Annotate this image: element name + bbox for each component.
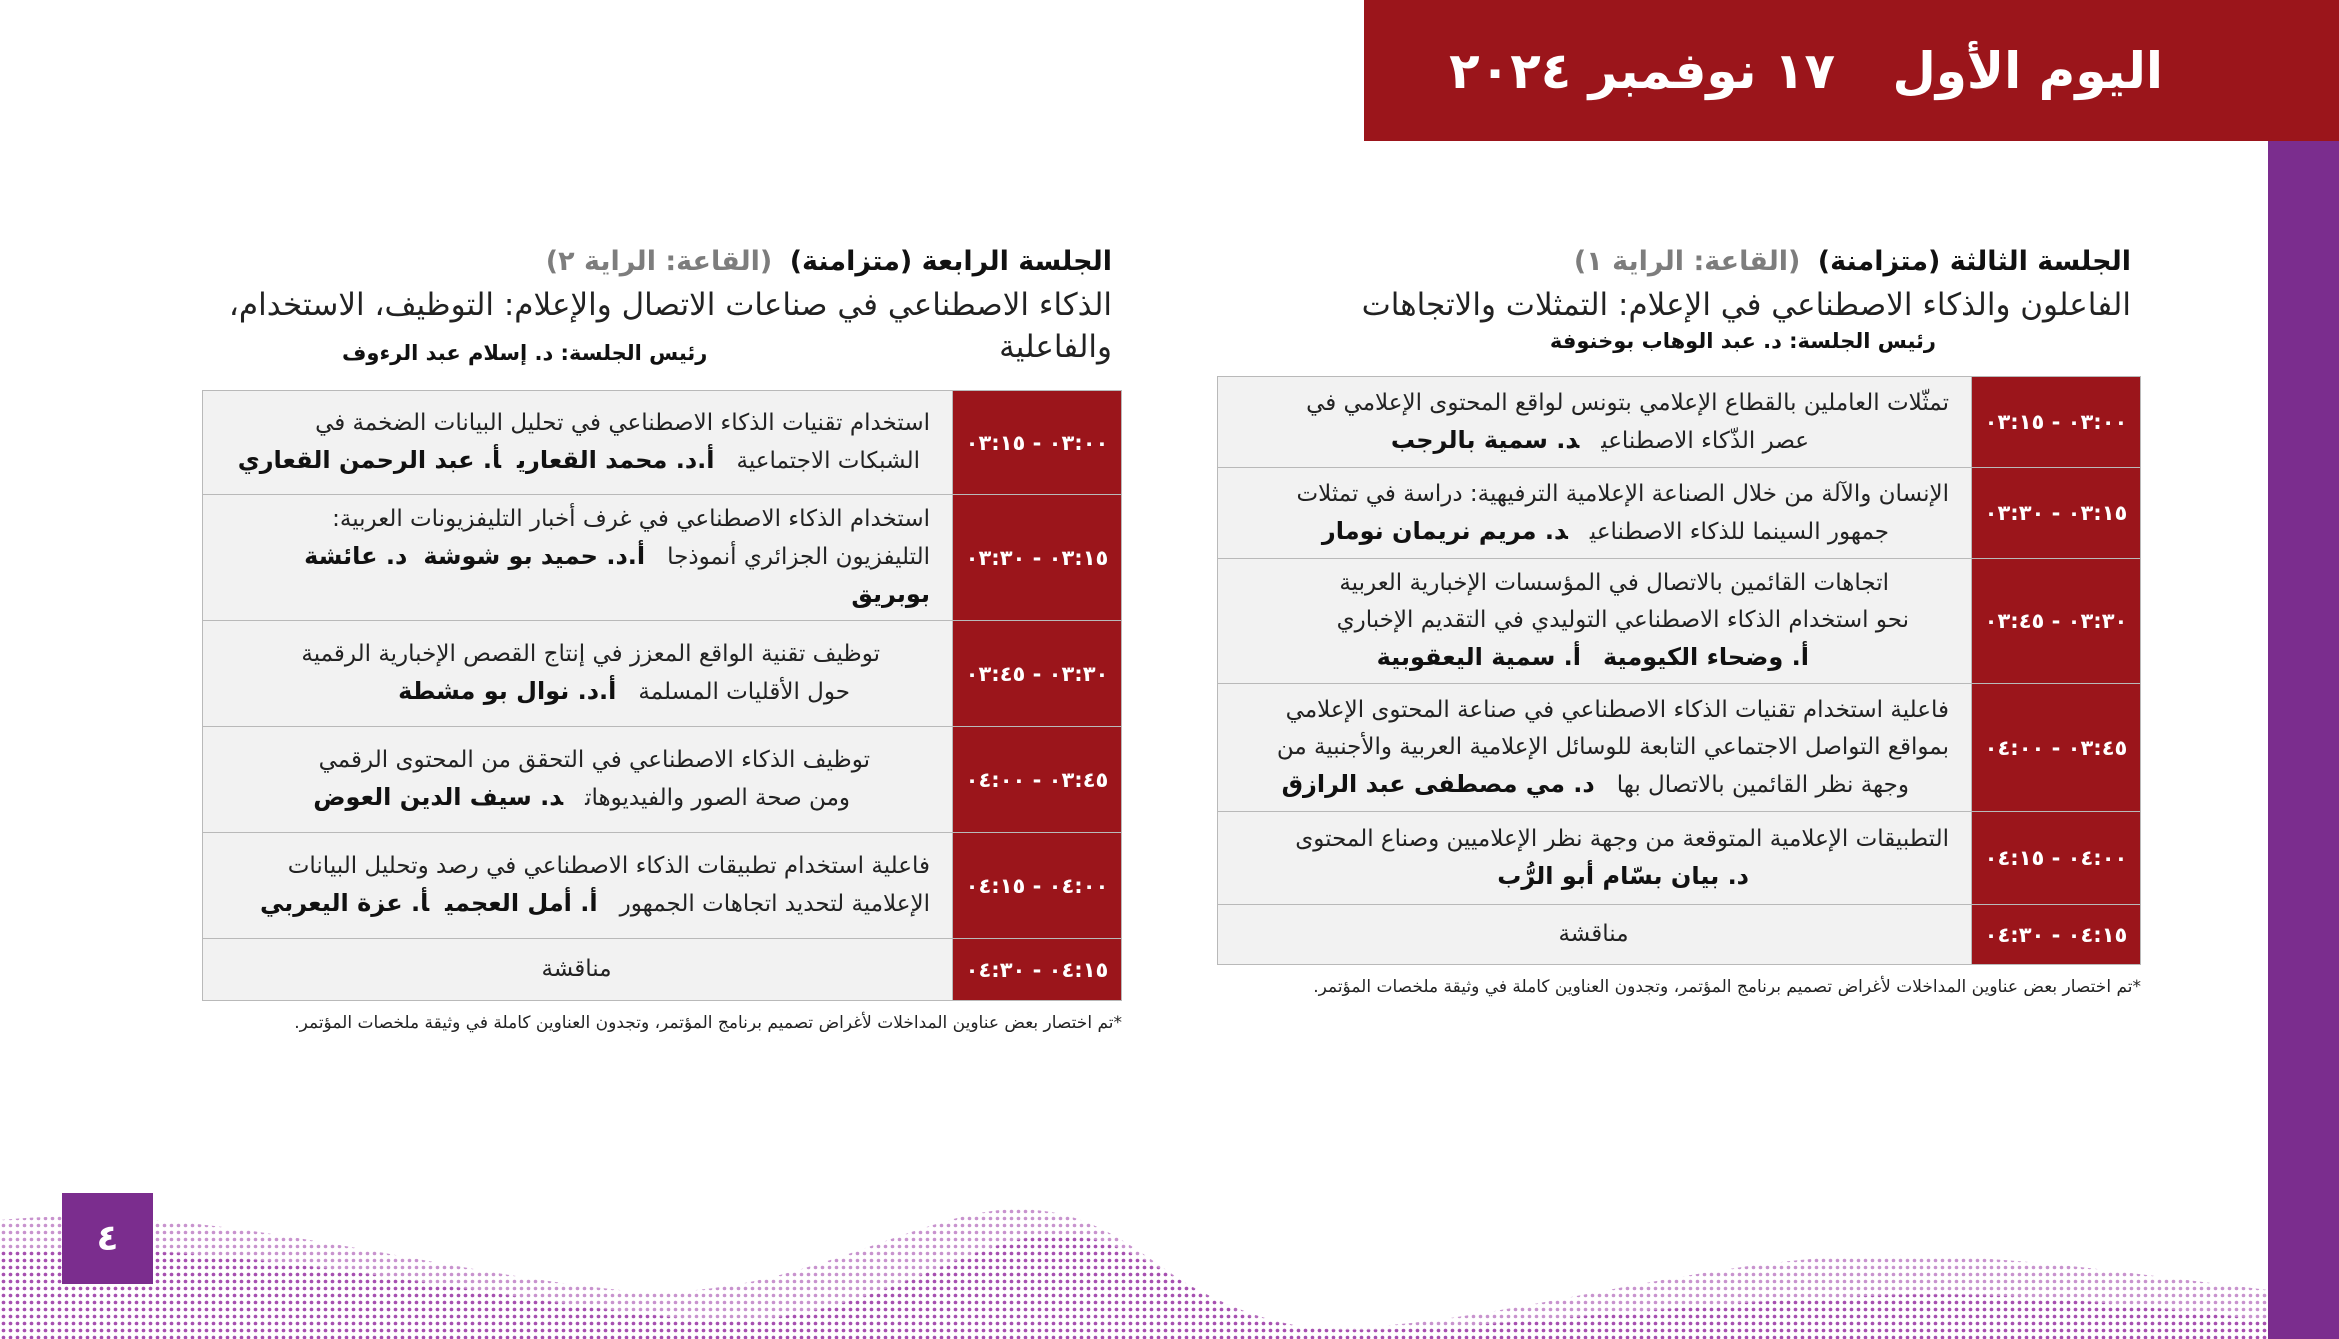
- talk-title-line: [1238, 513, 1949, 551]
- table-row: [1218, 559, 2141, 684]
- page-title: [1449, 42, 2163, 100]
- session-topic: الذكاء الاصطناعي في صناعات الاتصال والإعلام: التوظيف، الاستخدام، والفاعلية: [228, 287, 1112, 365]
- session-hall: (القاعة: الراية ١): [1573, 246, 1801, 277]
- table-row: [203, 391, 1122, 495]
- table-row: [1218, 377, 2141, 468]
- talk-cell: [203, 621, 953, 727]
- time-slot: ٠٣:٣٠ - ٠٣:٤٥: [1972, 559, 2141, 684]
- agenda-table: [202, 390, 1122, 1001]
- time-slot: ٠٣:٣٠ - ٠٣:٤٥: [953, 621, 1122, 727]
- speaker-name: د. سيف الدين العوض: [313, 783, 564, 811]
- talk-title-text: وجهة نظر القائمين بالاتصال بها: [1616, 771, 1909, 798]
- speaker-name: أ. عزة اليعربي: [259, 889, 430, 917]
- talk-title-line: توظيف الذكاء الاصطناعي في التحقق من المحتوى الرقمي: [318, 747, 870, 773]
- speaker-name: د. سمية بالرجب: [1390, 425, 1580, 454]
- talk-cell: [1218, 468, 1972, 559]
- talk-title-line: [223, 885, 930, 923]
- talk-cell: [203, 727, 953, 833]
- talk-cell: [1218, 684, 1972, 812]
- table-row: [1218, 684, 2141, 812]
- time-slot: ٠٣:١٥ - ٠٣:٣٠: [953, 495, 1122, 621]
- talk-title-line: نحو استخدام الذكاء الاصطناعي التوليدي في التقديم الإخباري: [1336, 607, 1909, 633]
- session-topic: الفاعلون والذكاء الاصطناعي في الإعلام: التمثلات والاتجاهات: [1361, 287, 2131, 323]
- session-header: [1217, 240, 2141, 356]
- time-slot: ٠٣:٠٠ - ٠٣:١٥: [1972, 377, 2141, 468]
- talk-title-line: [223, 538, 930, 614]
- table-row: [203, 727, 1122, 833]
- talk-title-text: الإعلامية لتحديد اتجاهات الجمهور: [619, 891, 930, 917]
- side-strip: [2268, 141, 2339, 1339]
- talk-cell: [203, 391, 953, 495]
- talk-cell: [1218, 812, 1972, 905]
- speaker-name: أ. وضحاء الكيومية: [1603, 643, 1809, 671]
- talk-cell: [1218, 559, 1972, 684]
- agenda-table: [1217, 376, 2141, 965]
- speakers-line: [1238, 858, 1949, 896]
- talk-cell: [203, 495, 953, 621]
- talk-title-line: [223, 779, 930, 817]
- footnote: *تم اختصار بعض عناوين المداخلات لأغراض تصميم برنامج المؤتمر، وتجدون العناوين كاملة في وثيقة ملخصات المؤتمر.: [294, 1013, 1122, 1033]
- table-row: [203, 833, 1122, 939]
- time-slot: ٠٣:٠٠ - ٠٣:١٥: [953, 391, 1122, 495]
- talk-title-text: التليفزيون الجزائري أنموذجا: [667, 544, 930, 570]
- footnote: *تم اختصار بعض عناوين المداخلات لأغراض تصميم برنامج المؤتمر، وتجدون العناوين كاملة في وثيقة ملخصات المؤتمر.: [1313, 977, 2141, 997]
- discussion-cell: مناقشة: [1218, 905, 1972, 965]
- talk-title-line: فاعلية استخدام تطبيقات الذكاء الاصطناعي في رصد وتحليل البيانات: [287, 853, 930, 879]
- speaker-name: د. مي مصطفى عبد الرازق: [1281, 769, 1595, 798]
- session-title: [202, 240, 1112, 284]
- session-title-text: الجلسة الثالثة (متزامنة): [1817, 246, 2131, 277]
- talk-title-text: عصر الذّكاء الاصطناعي: [1601, 427, 1809, 454]
- header-bar: [1364, 0, 2339, 141]
- session-title-text: الجلسة الرابعة (متزامنة): [789, 246, 1112, 277]
- talk-title-line: تمثّلات العاملين بالقطاع الإعلامي بتونس لواقع المحتوى الإعلامي في: [1306, 389, 1949, 416]
- page-number: ٤: [62, 1193, 153, 1284]
- time-slot: ٠٤:١٥ - ٠٤:٣٠: [953, 939, 1122, 1001]
- session-chair: رئيس الجلسة: د. إسلام عبد الرءوف: [342, 341, 708, 365]
- day-label: اليوم الأول: [1892, 41, 2163, 100]
- session-fourth: [202, 240, 1122, 1033]
- talk-title-line: [1238, 422, 1949, 460]
- talk-title-line: بمواقع التواصل الاجتماعي التابعة للوسائل الإعلامية العربية والأجنبية من: [1276, 733, 1949, 760]
- talk-title-line: الإنسان والآلة من خلال الصناعة الإعلامية الترفيهية: دراسة في تمثلات: [1296, 480, 1949, 507]
- session-title: [1217, 240, 2131, 284]
- time-slot: ٠٣:١٥ - ٠٣:٣٠: [1972, 468, 2141, 559]
- speaker-name: أ.د. حميد بو شوشة: [423, 542, 646, 570]
- talk-title-line: استخدام الذكاء الاصطناعي في غرف أخبار التليفزيونات العربية:: [332, 506, 930, 532]
- talk-title-line: [223, 673, 930, 711]
- table-row: [1218, 905, 2141, 965]
- time-slot: ٠٣:٤٥ - ٠٤:٠٠: [1972, 684, 2141, 812]
- session-header: [202, 240, 1122, 368]
- speaker-name: د. مريم نريمان نومار: [1321, 516, 1568, 545]
- talk-title-text: الشبكات الاجتماعية: [736, 448, 920, 474]
- date-label: ١٧ نوفمبر ٢٠٢٤: [1449, 41, 1836, 100]
- session-chair: رئيس الجلسة: د. عبد الوهاب بوخنوفة: [1549, 329, 1936, 353]
- talk-title-text: حول الأقليات المسلمة: [638, 679, 850, 705]
- speaker-name: أ.د. محمد القعاري: [517, 446, 715, 474]
- decorative-wave: [0, 1180, 2268, 1339]
- session-third: [1217, 240, 2141, 997]
- discussion-cell: مناقشة: [203, 939, 953, 1001]
- speaker-name: أ. عبد الرحمن القعاري: [237, 446, 501, 474]
- table-row: [203, 621, 1122, 727]
- talk-cell: [203, 833, 953, 939]
- talk-title-line: استخدام تقنيات الذكاء الاصطناعي في تحليل البيانات الضخمة في: [315, 410, 930, 436]
- speaker-name: أ. أمل العجمي: [445, 889, 598, 917]
- speaker-name: أ.د. نوال بو مشطة: [398, 677, 617, 705]
- speaker-name: أ. سمية اليعقوبية: [1376, 643, 1581, 671]
- table-row: [1218, 812, 2141, 905]
- session-hall: (القاعة: الراية ٢): [545, 246, 773, 277]
- talk-title-line: [223, 442, 930, 480]
- time-slot: ٠٣:٤٥ - ٠٤:٠٠: [953, 727, 1122, 833]
- speaker-name: د. بيان بسّام أبو الرُّب: [1497, 861, 1749, 890]
- talk-title-line: اتجاهات القائمين بالاتصال في المؤسسات الإخبارية العربية: [1339, 570, 1889, 596]
- talk-cell: [1218, 377, 1972, 468]
- talk-title-line: التطبيقات الإعلامية المتوقعة من وجهة نظر الإعلاميين وصناع المحتوى: [1295, 825, 1949, 852]
- talk-title-line: فاعلية استخدام تقنيات الذكاء الاصطناعي في صناعة المحتوى الإعلامي: [1285, 696, 1949, 723]
- talk-title-line: [1238, 766, 1949, 804]
- time-slot: ٠٤:٠٠ - ٠٤:١٥: [953, 833, 1122, 939]
- speaker-name: د. عائشة بوبريق: [304, 542, 930, 608]
- table-row: [1218, 468, 2141, 559]
- time-slot: ٠٤:١٥ - ٠٤:٣٠: [1972, 905, 2141, 965]
- talk-title-text: جمهور السينما للذكاء الاصطناعي: [1589, 518, 1889, 545]
- talk-title-line: توظيف تقنية الواقع المعزز في إنتاج القصص الإخبارية الرقمية: [301, 641, 880, 667]
- time-slot: ٠٤:٠٠ - ٠٤:١٥: [1972, 812, 2141, 905]
- table-row: [203, 495, 1122, 621]
- table-row: [203, 939, 1122, 1001]
- talk-title-text: ومن صحة الصور والفيديوهات: [585, 785, 850, 811]
- speakers-line: [1238, 639, 1949, 677]
